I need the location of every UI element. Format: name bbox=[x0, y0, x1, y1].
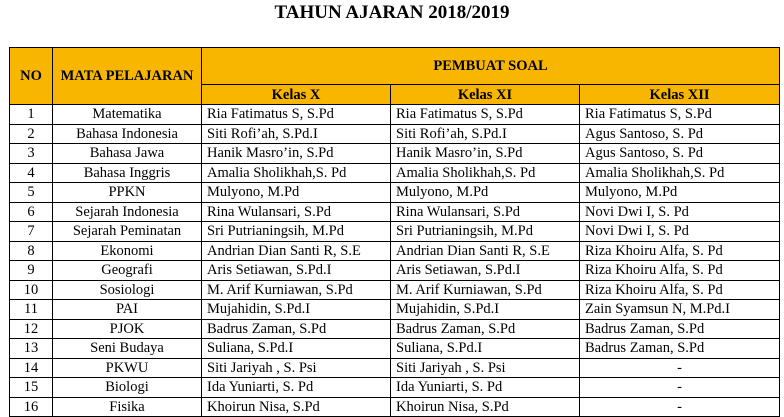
kelas-x-cell: Siti Jariyah , S. Psi bbox=[202, 358, 391, 378]
header-mata-pelajaran: MATA PELAJARAN bbox=[53, 48, 202, 105]
kelas-xii-cell: Novi Dwi I, S. Pd bbox=[580, 202, 780, 222]
kelas-xi-cell: Khoirun Nisa, S.Pd bbox=[391, 397, 580, 417]
subject-cell: Sejarah Indonesia bbox=[53, 202, 202, 222]
header-kelas-xii: Kelas XII bbox=[580, 85, 780, 105]
table-row bbox=[10, 105, 780, 125]
kelas-x-cell: Siti Rofi’ah, S.Pd.I bbox=[202, 124, 391, 144]
table-row bbox=[10, 202, 780, 222]
table-row bbox=[10, 300, 780, 320]
subject-cell: Matematika bbox=[53, 105, 202, 125]
subject-cell: Geografi bbox=[53, 261, 202, 281]
header-no: NO bbox=[10, 48, 53, 105]
table-row bbox=[10, 378, 780, 398]
kelas-xii-cell: - bbox=[580, 378, 780, 398]
exam-writers-table bbox=[9, 47, 780, 417]
kelas-x-cell: Ida Yuniarti, S. Pd bbox=[202, 378, 391, 398]
kelas-x-cell: Rina Wulansari, S.Pd bbox=[202, 202, 391, 222]
table-row bbox=[10, 397, 780, 417]
row-number: 3 bbox=[10, 144, 53, 164]
kelas-xii-cell: Riza Khoiru Alfa, S. Pd bbox=[580, 241, 780, 261]
row-number: 15 bbox=[10, 378, 53, 398]
kelas-x-cell: Amalia Sholikhah,S. Pd bbox=[202, 163, 391, 183]
kelas-xi-cell: M. Arif Kurniawan, S.Pd bbox=[391, 280, 580, 300]
kelas-x-cell: Suliana, S.Pd.I bbox=[202, 339, 391, 359]
kelas-xii-cell: Zain Syamsun N, M.Pd.I bbox=[580, 300, 780, 320]
kelas-xii-cell: Badrus Zaman, S.Pd bbox=[580, 319, 780, 339]
table-row bbox=[10, 339, 780, 359]
table-row bbox=[10, 124, 780, 144]
row-number: 4 bbox=[10, 163, 53, 183]
kelas-x-cell: Hanik Masro’in, S.Pd bbox=[202, 144, 391, 164]
table-row bbox=[10, 163, 780, 183]
kelas-x-cell: Badrus Zaman, S.Pd bbox=[202, 319, 391, 339]
row-number: 7 bbox=[10, 222, 53, 242]
row-number: 6 bbox=[10, 202, 53, 222]
row-number: 14 bbox=[10, 358, 53, 378]
table-row bbox=[10, 319, 780, 339]
kelas-xii-cell: - bbox=[580, 397, 780, 417]
kelas-xi-cell: Suliana, S.Pd.I bbox=[391, 339, 580, 359]
subject-cell: PPKN bbox=[53, 183, 202, 203]
subject-cell: Sejarah Peminatan bbox=[53, 222, 202, 242]
table-row bbox=[10, 144, 780, 164]
subject-cell: Bahasa Indonesia bbox=[53, 124, 202, 144]
kelas-xii-cell: Badrus Zaman, S.Pd bbox=[580, 339, 780, 359]
table-row bbox=[10, 261, 780, 281]
row-number: 16 bbox=[10, 397, 53, 417]
subject-cell: PJOK bbox=[53, 319, 202, 339]
table-row bbox=[10, 358, 780, 378]
kelas-xii-cell: Ria Fatimatus S, S.Pd bbox=[580, 105, 780, 125]
table-body bbox=[10, 105, 780, 417]
subject-cell: Seni Budaya bbox=[53, 339, 202, 359]
row-number: 12 bbox=[10, 319, 53, 339]
kelas-xii-cell: Amalia Sholikhah,S. Pd bbox=[580, 163, 780, 183]
kelas-xi-cell: Rina Wulansari, S.Pd bbox=[391, 202, 580, 222]
table-row bbox=[10, 241, 780, 261]
page-title: TAHUN AJARAN 2018/2019 bbox=[274, 2, 510, 23]
row-number: 11 bbox=[10, 300, 53, 320]
kelas-xii-cell: Agus Santoso, S. Pd bbox=[580, 124, 780, 144]
kelas-xi-cell: Andrian Dian Santi R, S.E bbox=[391, 241, 580, 261]
kelas-xi-cell: Amalia Sholikhah,S. Pd bbox=[391, 163, 580, 183]
row-number: 5 bbox=[10, 183, 53, 203]
kelas-xii-cell: Agus Santoso, S. Pd bbox=[580, 144, 780, 164]
kelas-xii-cell: Mulyono, M.Pd bbox=[580, 183, 780, 203]
kelas-xi-cell: Mulyono, M.Pd bbox=[391, 183, 580, 203]
kelas-xii-cell: Riza Khoiru Alfa, S. Pd bbox=[580, 280, 780, 300]
table-row bbox=[10, 280, 780, 300]
kelas-xi-cell: Aris Setiawan, S.Pd.I bbox=[391, 261, 580, 281]
row-number: 10 bbox=[10, 280, 53, 300]
row-number: 9 bbox=[10, 261, 53, 281]
subject-cell: PAI bbox=[53, 300, 202, 320]
kelas-x-cell: Mujahidin, S.Pd.I bbox=[202, 300, 391, 320]
kelas-xi-cell: Ida Yuniarti, S. Pd bbox=[391, 378, 580, 398]
kelas-xii-cell: - bbox=[580, 358, 780, 378]
subject-cell: PKWU bbox=[53, 358, 202, 378]
subject-cell: Sosiologi bbox=[53, 280, 202, 300]
subject-cell: Bahasa Inggris bbox=[53, 163, 202, 183]
kelas-xi-cell: Siti Jariyah , S. Psi bbox=[391, 358, 580, 378]
row-number: 2 bbox=[10, 124, 53, 144]
header-kelas-x: Kelas X bbox=[202, 85, 391, 105]
kelas-xi-cell: Badrus Zaman, S.Pd bbox=[391, 319, 580, 339]
kelas-xii-cell: Riza Khoiru Alfa, S. Pd bbox=[580, 261, 780, 281]
kelas-xii-cell: Novi Dwi I, S. Pd bbox=[580, 222, 780, 242]
kelas-xi-cell: Hanik Masro’in, S.Pd bbox=[391, 144, 580, 164]
kelas-xi-cell: Mujahidin, S.Pd.I bbox=[391, 300, 580, 320]
subject-cell: Bahasa Jawa bbox=[53, 144, 202, 164]
kelas-x-cell: Khoirun Nisa, S.Pd bbox=[202, 397, 391, 417]
header-kelas-xi: Kelas XI bbox=[391, 85, 580, 105]
row-number: 13 bbox=[10, 339, 53, 359]
kelas-x-cell: Sri Putrianingsih, M.Pd bbox=[202, 222, 391, 242]
kelas-x-cell: Mulyono, M.Pd bbox=[202, 183, 391, 203]
kelas-xi-cell: Siti Rofi’ah, S.Pd.I bbox=[391, 124, 580, 144]
subject-cell: Fisika bbox=[53, 397, 202, 417]
kelas-x-cell: M. Arif Kurniawan, S.Pd bbox=[202, 280, 391, 300]
row-number: 8 bbox=[10, 241, 53, 261]
kelas-xi-cell: Ria Fatimatus S, S.Pd bbox=[391, 105, 580, 125]
subject-cell: Ekonomi bbox=[53, 241, 202, 261]
header-pembuat-soal: PEMBUAT SOAL bbox=[202, 48, 780, 85]
table-row bbox=[10, 222, 780, 242]
kelas-x-cell: Aris Setiawan, S.Pd.I bbox=[202, 261, 391, 281]
table-row bbox=[10, 183, 780, 203]
kelas-x-cell: Andrian Dian Santi R, S.E bbox=[202, 241, 391, 261]
row-number: 1 bbox=[10, 105, 53, 125]
kelas-xi-cell: Sri Putrianingsih, M.Pd bbox=[391, 222, 580, 242]
subject-cell: Biologi bbox=[53, 378, 202, 398]
kelas-x-cell: Ria Fatimatus S, S.Pd bbox=[202, 105, 391, 125]
